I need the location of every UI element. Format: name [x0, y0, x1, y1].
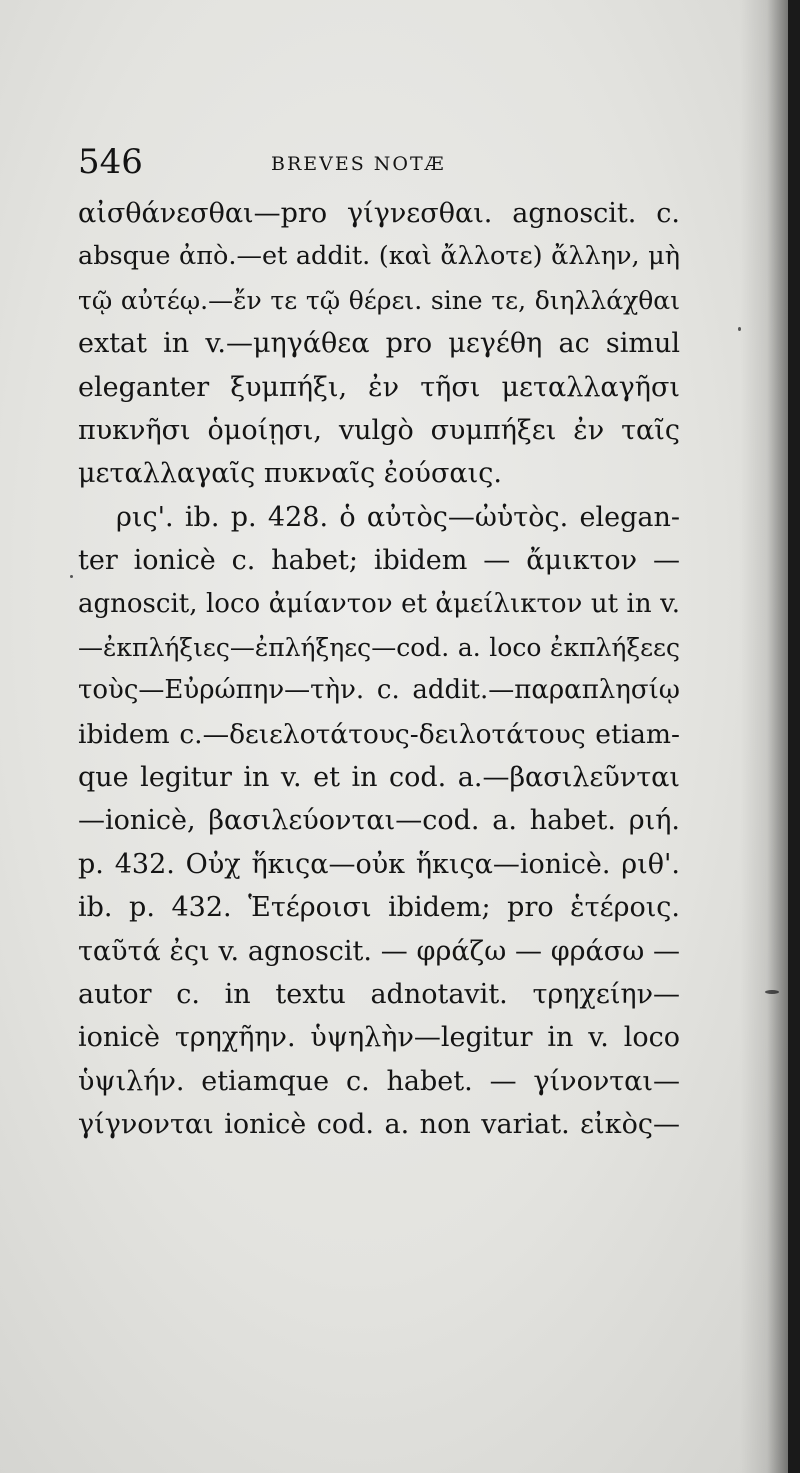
text-line: absque ἀπὸ.—et addit. (καὶ ἄλλοτε) ἄλλην, μὴ: [78, 241, 680, 272]
text-line: πυκνῆσι ὁμοίῃσι, vulgò συμπήξει ἐν ταῖς: [78, 414, 680, 446]
text-line: —ἐκπλήξιες—ἐπλήξηες—cod. a. loco ἐκπλήξεες: [78, 632, 680, 662]
text-line: autor c. in textu adnotavit. τρηχείην—: [78, 979, 680, 1011]
text-line: extat in v.—μηγάθεα pro μεγέθη ac simul: [78, 328, 680, 360]
text-line: —ionicè, βασιλεύονται—cod. a. habet. ριή.: [78, 805, 680, 837]
text-line: ὑψιλήν. etiamque c. habet. — γίνονται—: [78, 1065, 680, 1097]
text-line: eleganter ξυμπήξι, ἐν τῆσι μεταλλαγῆσι: [78, 371, 680, 403]
text-line: τοὺς—Εὐρώπην—τὴν. c. addit.—παραπλησίῳ: [78, 675, 680, 706]
body-text: [78, 192, 680, 1147]
text-line: ib. p. 432. Ἑτέροισι ibidem; pro ἑτέροις.: [78, 892, 680, 924]
text-line: p. 432. Οὐχ ἥκιςα—οὐκ ἥκιςα—ionicè. ριθ'.: [78, 848, 680, 880]
text-line: μεταλλαγαῖς πυκναῖς ἐούσαις.: [78, 458, 502, 490]
text-line: agnoscit, loco ἀμίαντον et ἀμείλικτον ut in v.: [78, 588, 680, 619]
text-line: αἰσθάνεσθαι—pro γίγνεσθαι. agnoscit. c.: [78, 198, 680, 229]
text-line: ρις'. ib. p. 428. ὁ αὐτὸς—ὠὑτὸς. elegan-: [116, 501, 680, 533]
page-edge: [788, 0, 800, 1473]
text-line: ταῦτά ἐςι v. agnoscit. — φράζω — φράσω —: [78, 935, 680, 967]
page-speck: [70, 575, 73, 578]
text-line: γίγνονται ionicè cod. a. non variat. εἰκὸς—: [78, 1109, 680, 1141]
page-header: [78, 138, 678, 188]
text-line: ibidem c.—δειελοτάτους-δειλοτάτους etiam-: [78, 718, 680, 750]
running-head: BREVES NOTÆ: [271, 153, 446, 175]
text-line: que legitur in v. et in cod. a.—βασιλεῦνται: [78, 762, 680, 794]
text-line: τῷ αὐτέῳ.—ἔν τε τῷ θέρει. sine τε, διηλλάχθαι: [78, 285, 680, 315]
text-line: ionicè τρηχῆην. ὑψηλὴν—legitur in v. loco: [78, 1022, 680, 1054]
page-number: 546: [78, 142, 143, 182]
text-line: ter ionicè c. habet; ibidem — ἄμικτον —: [78, 545, 680, 577]
